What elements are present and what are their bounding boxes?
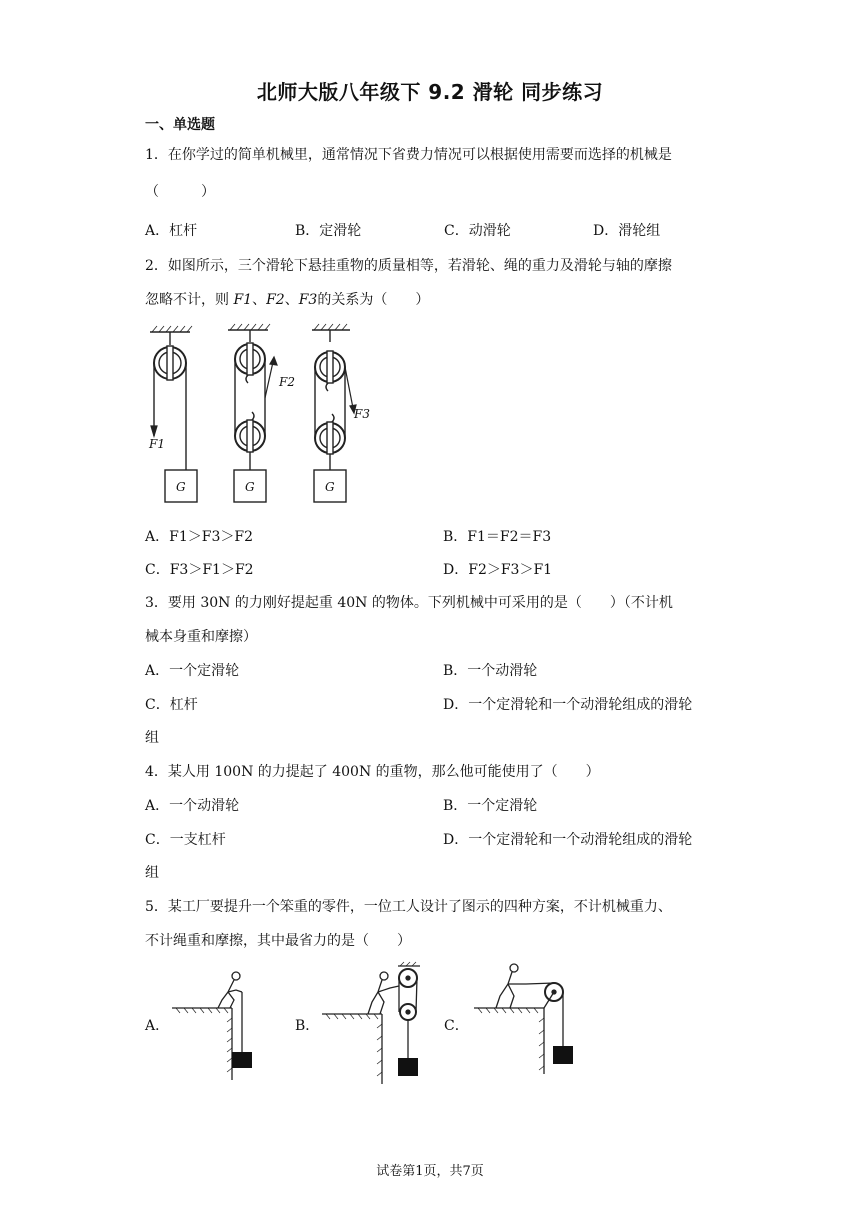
weight-label: G [245, 480, 255, 494]
question-1-blank: （ ） [145, 184, 215, 200]
question-2-options-row2 [145, 559, 715, 579]
separator: 、 [252, 292, 267, 308]
question-3-options-row2 [145, 694, 715, 714]
pulley-setup-1 [150, 326, 197, 502]
option-b[interactable]: B．定滑轮 [295, 223, 362, 239]
separator: 、 [284, 292, 299, 308]
question-5-stem-line2: 不计绳重和摩擦，其中最省力的是（ ） [145, 933, 411, 949]
load-block [553, 1046, 573, 1064]
weight-label: G [176, 480, 186, 494]
option-a[interactable]: A．杠杆 [145, 223, 198, 239]
option-c[interactable]: C． [444, 1018, 469, 1034]
force-f3-symbol: F3 [298, 292, 318, 308]
stem-text: 忽略不计，则 [145, 292, 234, 308]
pulley-setup-3 [312, 324, 350, 502]
page-footer: 试卷第1页，共7页 [376, 1164, 484, 1179]
pulley-setup-2 [228, 324, 270, 502]
option-b[interactable]: B．一个定滑轮 [443, 798, 538, 814]
question-1-stem: 1．在你学过的简单机械里，通常情况下省费力情况可以根据使用需要而选择的机械是 [145, 147, 672, 163]
option-d[interactable]: D．一个定滑轮和一个动滑轮组成的滑轮 [443, 832, 693, 848]
option-c[interactable]: C．动滑轮 [444, 223, 511, 239]
option-d-continuation: 组 [145, 730, 159, 746]
scheme-a-figure [170, 968, 260, 1080]
option-b[interactable]: B．F1＝F2＝F3 [443, 529, 552, 545]
option-a[interactable]: A．一个定滑轮 [145, 663, 240, 679]
label-f3: F3 [354, 407, 370, 421]
scheme-c-figure [470, 962, 580, 1074]
question-4-options-row1 [145, 795, 715, 815]
option-c[interactable]: C．F3＞F1＞F2 [145, 562, 254, 578]
question-2-stem-line2 [145, 289, 429, 309]
question-4-stem: 4．某人用 100N 的力提起了 400N 的重物，那么他可能使用了（ ） [145, 764, 600, 780]
option-a[interactable]: A．F1＞F3＞F2 [145, 529, 253, 545]
question-3-stem: 3．要用 30N 的力刚好提起重 40N 的物体。下列机械中可采用的是（ ）（不计机 [145, 595, 673, 611]
section-heading: 一、单选题 [145, 117, 215, 133]
option-d[interactable]: D．F2＞F3＞F1 [443, 562, 553, 578]
label-f1: F1 [149, 437, 165, 451]
question-3-options-row1 [145, 660, 715, 680]
pulley-diagram [140, 318, 370, 508]
option-c[interactable]: C．杠杆 [145, 697, 198, 713]
option-d[interactable]: D．一个定滑轮和一个动滑轮组成的滑轮 [443, 697, 693, 713]
option-b[interactable]: B．一个动滑轮 [443, 663, 538, 679]
question-1-options [145, 220, 715, 240]
page-title: 北师大版八年级下 9.2 滑轮 同步练习 [256, 80, 604, 104]
worker-head [232, 972, 240, 980]
question-5-stem: 5．某工厂要提升一个笨重的零件，一位工人设计了图示的四种方案，不计机械重力、 [145, 899, 672, 915]
arrow-icon [270, 357, 277, 365]
weight-label: G [325, 480, 335, 494]
stem-text: 的关系为（ ） [317, 292, 430, 308]
load-block [398, 1058, 418, 1076]
question-4-options-row2 [145, 829, 715, 849]
label-f2: F2 [279, 375, 295, 389]
option-d-continuation: 组 [145, 865, 159, 881]
force-f2-symbol: F2 [266, 292, 285, 308]
option-d[interactable]: D．滑轮组 [593, 223, 661, 239]
question-2-options-row1 [145, 526, 715, 546]
arrow-icon [151, 426, 157, 436]
option-c[interactable]: C．一支杠杆 [145, 832, 226, 848]
option-a[interactable]: A．一个动滑轮 [145, 798, 240, 814]
force-f1-symbol: F1 [233, 292, 253, 308]
option-a[interactable]: A． [145, 1018, 170, 1034]
worker-head [380, 972, 388, 980]
option-b[interactable]: B． [295, 1018, 320, 1034]
scheme-b-figure [320, 962, 440, 1084]
worker-head [510, 964, 518, 972]
load-block [232, 1052, 252, 1068]
question-2-stem: 2．如图所示，三个滑轮下悬挂重物的质量相等，若滑轮、绳的重力及滑轮与轴的摩擦 [145, 258, 672, 274]
question-3-stem-line2: 械本身重和摩擦） [145, 629, 257, 645]
